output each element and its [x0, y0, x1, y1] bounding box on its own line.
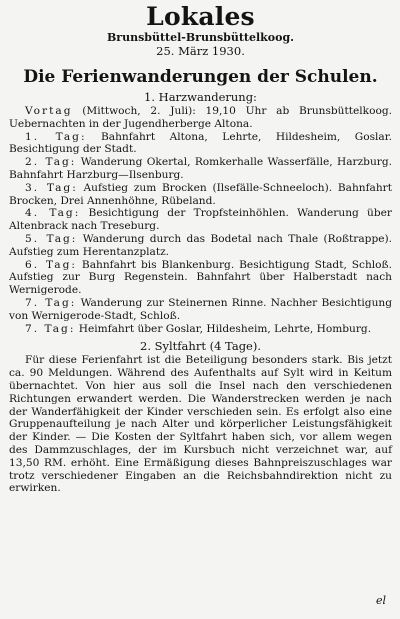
day-text: Heimfahrt über Goslar, Hildesheim, Lehrte, Homburg.	[75, 322, 372, 335]
day-entry	[9, 156, 392, 182]
end-mark: el	[375, 594, 386, 607]
day-text: Besichtigung der Tropfsteinhöhlen. Wanderung über Altenbrack nach Treseburg.	[9, 207, 392, 233]
day-entry	[9, 323, 392, 336]
day-label: 3. Tag:	[25, 181, 78, 194]
day-entry	[9, 182, 392, 208]
intro-label: Vortag	[25, 105, 73, 117]
sylt-body: Für diese Ferienfahrt ist die Beteiligung besonders stark. Bis jetzt ca. 90 Meldungen. Während des Aufenthalts auf Sylt wird in Keitum übernachtet. Von hier aus soll die Insel nach den verschiedenen Richtungen erwandert werden. Die Wanderstrecken werden je nach der Wanderfähigkeit der Kinder verschieden sein. Es erfolgt also eine Gruppenaufteilung je nach Alter und körperlicher Leistungsfähigkeit der Kinder. — Die Kosten der Syltfahrt haben sich, vor allem wegen des Dammzuschlages, der im Kursbuch nicht verzeichnet war, auf 13,50 RM. erhöht. Eine Ermäßigung dieses Bahnpreiszuschlages war trotz verschiedener Eingaben an die Reichsbahndirektion nicht zu erwirken.	[9, 354, 392, 495]
harz-intro	[9, 105, 392, 131]
day-label: 1. Tag:	[25, 130, 87, 143]
sylt-subhead: 2. Syltfahrt (4 Tage).	[140, 339, 261, 354]
day-entry	[9, 207, 392, 233]
article-headline: Die Ferienwanderungen der Schulen.	[23, 67, 378, 87]
day-label: 4. Tag:	[25, 207, 81, 220]
day-entry	[9, 233, 392, 259]
locality-line: Brunsbüttel-Brunsbüttelkoog.	[107, 31, 294, 44]
day-entry	[9, 297, 392, 323]
day-text: Wanderung durch das Bodetal nach Thale (Roßtrappe). Aufstieg zum Herentanzplatz.	[9, 232, 392, 258]
harz-subhead: 1. Harzwanderung:	[144, 90, 257, 104]
day-label: 7. Tag:	[25, 296, 77, 309]
day-entry	[9, 259, 392, 297]
day-text: Bahnfahrt Altona, Lehrte, Hildesheim, Goslar. Besichtigung der Stadt.	[9, 130, 393, 156]
day-text: Aufstieg zum Brocken (Ilsefälle-Schneeloch). Bahnfahrt Brocken, Drei Annenhöhne, Rübeland.	[9, 181, 392, 207]
day-text: Bahnfahrt bis Blankenburg. Besichtigung Stadt, Schloß. Aufstieg zur Burg Regenstein. Bahnfahrt über Halberstadt nach Wernigerode.	[9, 258, 392, 297]
day-label: 7. Tag:	[25, 322, 76, 335]
section-title: Lokales	[146, 2, 255, 31]
date-line: 25. März 1930.	[156, 44, 245, 58]
day-text: Wanderung zur Steinernen Rinne. Nachher Besichtigung von Wernigerode-Stadt, Schloß.	[9, 296, 393, 322]
day-label: 5. Tag:	[25, 232, 78, 245]
day-label: 6. Tag:	[25, 258, 77, 271]
day-label: 2. Tag:	[25, 156, 77, 169]
day-entry	[9, 131, 392, 157]
intro-text: (Mittwoch, 2. Juli): 19,10 Uhr ab Brunsbüttelkoog. Uebernachten in der Jugendherberge Altona.	[9, 105, 392, 130]
day-text: Wanderung Okertal, Romkerhalle Wasserfälle, Harzburg. Bahnfahrt Harzburg—Ilsenburg.	[9, 156, 393, 181]
